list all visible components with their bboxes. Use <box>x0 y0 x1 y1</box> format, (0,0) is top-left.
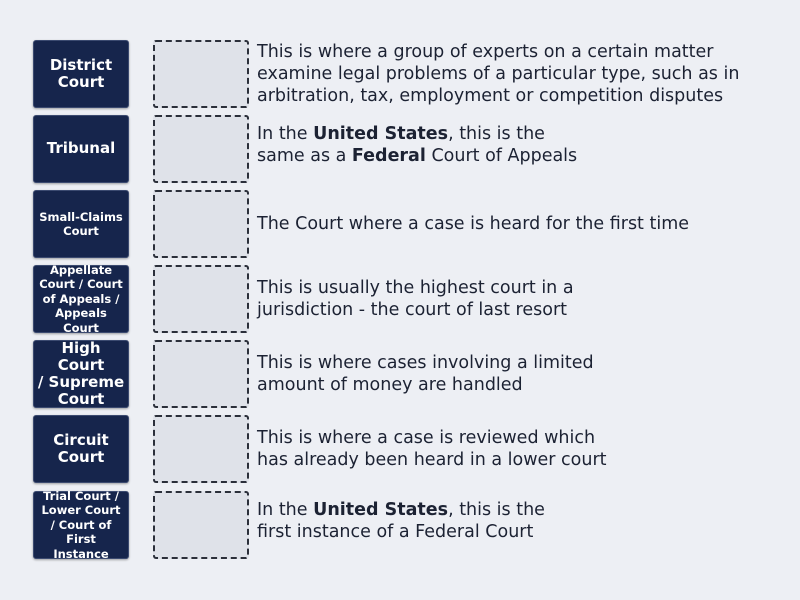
answer-tile-tribunal[interactable] <box>33 115 129 183</box>
match-row <box>0 40 800 110</box>
clue-text: In the United States, this is the first instance of a Federal Court <box>257 500 545 542</box>
drop-slot[interactable] <box>153 491 249 559</box>
tile-label: High Court / Supreme Court <box>37 338 125 409</box>
tile-label: Tribunal <box>46 139 116 158</box>
drop-slot[interactable] <box>153 40 249 108</box>
drop-slot[interactable] <box>153 265 249 333</box>
match-row <box>0 265 800 335</box>
match-row <box>0 491 800 561</box>
answer-tile-trial-court-lower-court[interactable] <box>33 491 129 559</box>
drop-slot[interactable] <box>153 115 249 183</box>
tile-label: District Court <box>49 55 113 91</box>
answer-tile-small-claims-court[interactable] <box>33 190 129 258</box>
clue-text: This is where cases involving a limited amount of money are handled <box>257 353 594 395</box>
match-row <box>0 340 800 410</box>
answer-tile-district-court[interactable] <box>33 40 129 108</box>
match-row <box>0 415 800 485</box>
clue-text: In the United States, this is the same as a Federal Court of Appeals <box>257 124 578 166</box>
clue-text: This is usually the highest court in a jurisdiction - the court of last resort <box>257 278 574 320</box>
drop-slot[interactable] <box>153 190 249 258</box>
clue-text: This is where a group of experts on a certain matter examine legal problems of a particular type, such as in arbitration, tax, employment or competition disputes <box>257 42 740 106</box>
drop-slot[interactable] <box>153 340 249 408</box>
match-row <box>0 190 800 260</box>
tile-label: Circuit Court <box>53 430 109 466</box>
answer-tile-circuit-court[interactable] <box>33 415 129 483</box>
drop-slot[interactable] <box>153 415 249 483</box>
answer-tile-appellate-court[interactable] <box>33 265 129 333</box>
tile-label: Appellate Court / Court of Appeals / Appeals Court <box>39 263 123 335</box>
clue-text: The Court where a case is heard for the first time <box>257 214 690 234</box>
tile-label: Small-Claims Court <box>39 209 123 238</box>
clue-text: This is where a case is reviewed which has already been heard in a lower court <box>257 428 607 470</box>
tile-label: Trial Court / Lower Court / Court of First Instance <box>41 489 121 561</box>
answer-tile-high-court-supreme-court[interactable] <box>33 340 129 408</box>
match-row <box>0 115 800 185</box>
